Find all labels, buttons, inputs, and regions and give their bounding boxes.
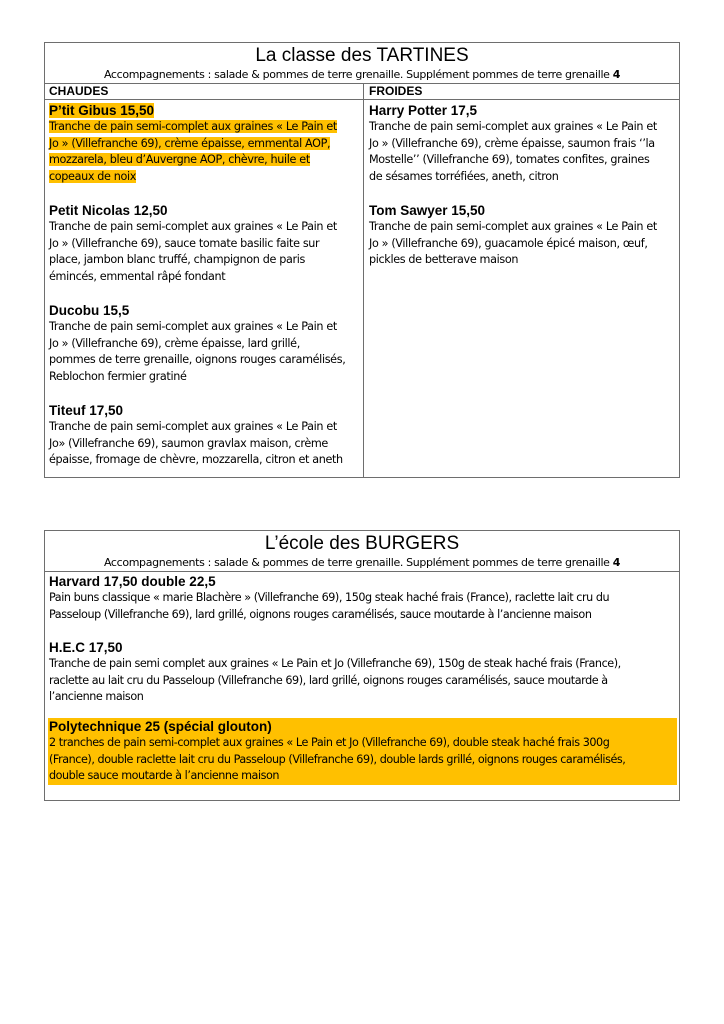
menu-item-desc-line: Mostelle’’ (Villefranche 69), tomates confites, graines	[369, 153, 650, 166]
menu-item-desc-line: Reblochon fermier gratiné	[49, 369, 187, 383]
tartines-columns	[45, 83, 679, 477]
menu-item-name: P’tit Gibus 15,50	[49, 103, 155, 118]
menu-item	[369, 102, 675, 185]
tartines-title: La classe des TARTINES	[255, 45, 469, 66]
tartines-section	[44, 42, 680, 478]
menu-item-desc-line: double sauce moutarde à l’ancienne maison	[49, 769, 280, 782]
menu-item-desc-line: Jo » (Villefranche 69), crème épaisse, emmental AOP,	[49, 136, 331, 150]
burgers-section	[44, 530, 680, 801]
menu-item-desc-line: Jo » (Villefranche 69), crème épaisse, saumon frais ‘’la	[369, 136, 655, 150]
menu-item-desc-line: copeaux de noix	[49, 169, 137, 183]
menu-item-desc-line: Tranche de pain semi-complet aux graines « Le Pain et	[49, 320, 337, 333]
menu-item-name: Ducobu 15,5	[49, 303, 130, 318]
menu-item-desc-line: Passeloup (Villefranche 69), lard grillé, oignons rouges caramélisés, sauce moutarde à l’ancienne maison	[49, 607, 592, 621]
menu-item-desc-line: épaisse, fromage de chèvre, mozzarella, citron et aneth	[49, 453, 343, 466]
menu-item-name: Harvard 17,50 double 22,5	[49, 574, 216, 589]
menu-item-desc-line: Tranche de pain semi-complet aux graines « Le Pain et	[369, 220, 657, 233]
burgers-subtitle-text: Accompagnements : salade & pommes de terre grenaille. Supplément pommes de terre grenaille	[103, 556, 613, 569]
menu-item-desc-line: Jo » (Villefranche 69), sauce tomate basilic faite sur	[49, 236, 320, 250]
tartines-subtitle	[45, 68, 679, 82]
menu-item-desc-line: 2 tranches de pain semi-complet aux graines « Le Pain et Jo (Villefranche 69), double steak haché frais 300g	[49, 736, 610, 749]
menu-item-desc-line: Tranche de pain semi-complet aux graines « Le Pain et	[49, 120, 337, 133]
burgers-title: L’école des BURGERS	[264, 533, 460, 554]
froides-list	[369, 102, 675, 286]
menu-item	[49, 402, 361, 469]
menu-item-desc-line: Jo » (Villefranche 69), guacamole épicé maison, œuf,	[369, 236, 648, 250]
menu-item-name: H.E.C 17,50	[49, 640, 123, 655]
menu-item-name: Polytechnique 25 (spécial glouton)	[49, 719, 272, 734]
menu-item	[49, 102, 361, 185]
menu-item	[49, 573, 677, 623]
menu-item-desc-line: place, jambon blanc truffé, champignon de paris	[49, 253, 305, 266]
chaudes-list	[49, 102, 361, 486]
menu-item-name: Harry Potter 17,5	[369, 103, 478, 118]
menu-item-desc-line: pickles de betterave maison	[369, 253, 519, 266]
menu-item-name: Petit Nicolas 12,50	[49, 203, 168, 218]
chaudes-header: CHAUDES	[49, 84, 109, 98]
menu-item-desc-line: Tranche de pain semi-complet aux graines « Le Pain et	[49, 220, 337, 233]
menu-item	[49, 202, 361, 285]
menu-item-desc-line: Jo » (Villefranche 69), crème épaisse, lard grillé,	[49, 336, 300, 350]
burgers-subtitle-price: 4	[612, 556, 621, 569]
froides-header: FROIDES	[369, 84, 423, 98]
tartines-subtitle-price: 4	[612, 68, 621, 81]
menu-item-desc-line: l’ancienne maison	[49, 690, 144, 703]
burgers-list	[45, 571, 679, 800]
menu-item	[49, 302, 361, 385]
menu-item-name: Titeuf 17,50	[49, 403, 124, 418]
menu-item	[49, 639, 677, 706]
menu-item-desc-line: de sésames torréfiées, aneth, citron	[369, 169, 559, 183]
column-divider	[363, 84, 364, 477]
menu-item-desc-line: (France), double raclette lait cru du Passeloup (Villefranche 69), double lards grillé, oignons rouges caramélisés,	[49, 752, 626, 766]
menu-item-desc-line: raclette au lait cru du Passeloup (Villefranche 69), lard grillé, oignons rouges caramélisés, sauce moutarde à	[49, 673, 608, 687]
menu-item-desc-line: Pain buns classique « marie Blachère » (Villefranche 69), 150g steak haché frais (France), raclette lait cru du	[49, 591, 610, 604]
menu-item-name: Tom Sawyer 15,50	[369, 203, 486, 218]
menu-item-highlighted	[48, 718, 677, 785]
menu-item-desc-line: Tranche de pain semi-complet aux graines « Le Pain et	[369, 120, 657, 133]
menu-item-desc-line: pommes de terre grenaille, oignons rouges caramélisés,	[49, 353, 346, 366]
menu-item-desc-line: Tranche de pain semi-complet aux graines « Le Pain et	[49, 420, 337, 433]
burgers-subtitle	[45, 556, 679, 570]
menu-item-desc-line: émincés, emmental râpé fondant	[49, 269, 226, 283]
header-divider	[45, 99, 679, 100]
menu-item-desc-line: mozzarela, bleu d’Auvergne AOP, chèvre, huile et	[49, 153, 310, 166]
menu-item-desc-line: Jo» (Villefranche 69), saumon gravlax maison, crème	[49, 436, 328, 450]
menu-item	[369, 202, 675, 269]
tartines-subtitle-text: Accompagnements : salade & pommes de terre grenaille. Supplément pommes de terre grenaille	[103, 68, 613, 81]
menu-item-desc-line: Tranche de pain semi complet aux graines « Le Pain et Jo (Villefranche 69), 150g de steak haché frais (France),	[49, 657, 621, 670]
